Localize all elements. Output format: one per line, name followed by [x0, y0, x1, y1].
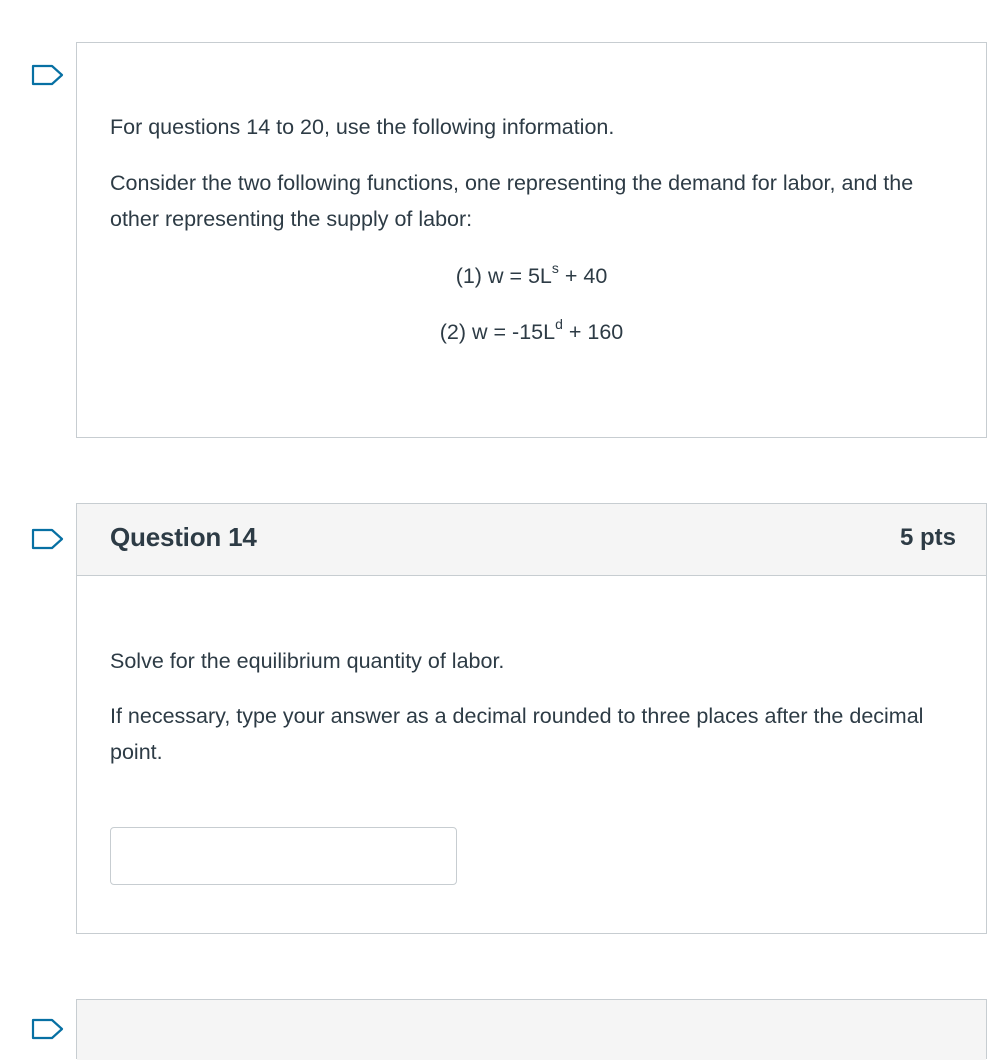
info-description: Consider the two following functions, one representing the demand for labor, and the other representing the supply of labor:	[110, 171, 914, 231]
question-title: Question 14	[110, 522, 257, 552]
next-question-header	[77, 1000, 986, 1060]
question-points: 5 pts	[899, 524, 956, 551]
question-header	[77, 504, 986, 576]
next-question-card	[76, 999, 987, 1059]
equation-demand: (2) $w = -15L^d + 160$	[439, 315, 624, 344]
flag-question-icon[interactable]	[31, 1018, 65, 1040]
question-instruction: If necessary, type your answer as a decimal rounded to three places after the decimal point.	[110, 704, 924, 764]
info-intro: For questions 14 to 20, use the following information.	[110, 115, 615, 139]
info-card	[76, 42, 987, 438]
flag-question-icon[interactable]	[31, 528, 65, 550]
equation-supply: (1) $w = 5L^s + 40$	[455, 259, 608, 288]
question-card	[76, 503, 987, 934]
answer-input[interactable]	[110, 827, 457, 885]
question-prompt: Solve for the equilibrium quantity of labor.	[110, 649, 505, 673]
flag-question-icon[interactable]	[31, 64, 65, 86]
